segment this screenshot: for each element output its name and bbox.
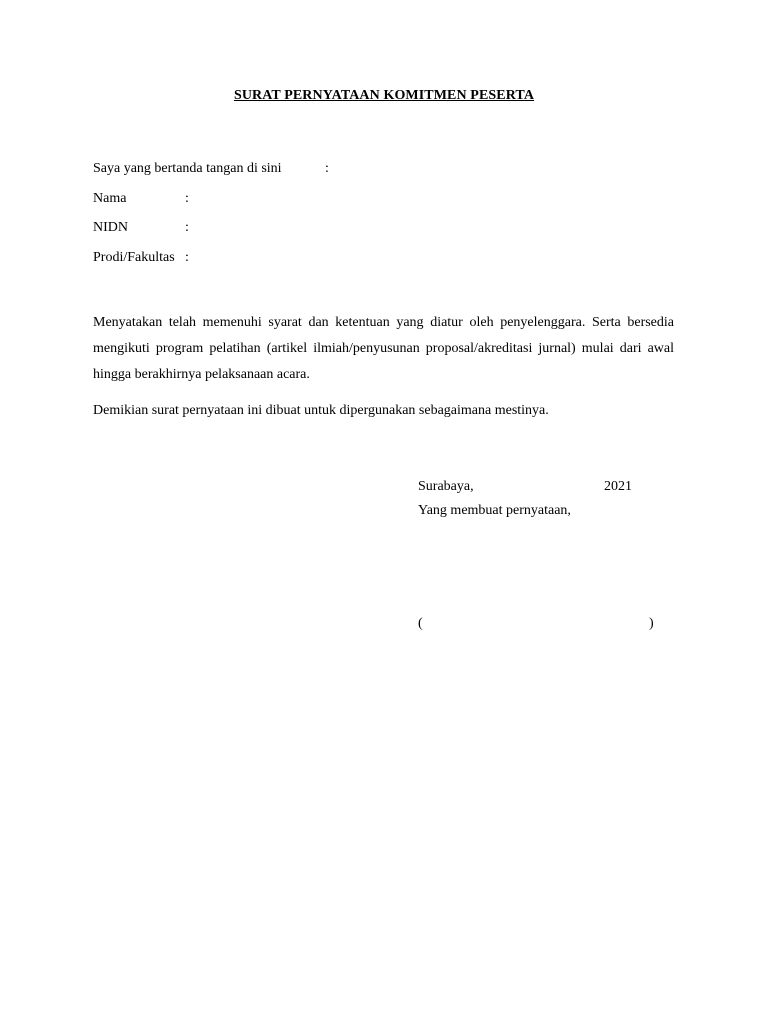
field-nama-label: Nama	[93, 191, 127, 206]
intro-label: Saya yang bertanda tangan di sini	[93, 161, 282, 176]
field-nama-colon: :	[185, 191, 189, 206]
signature-city: Surabaya,	[418, 479, 474, 494]
document-title: SURAT PERNYATAAN KOMITMEN PESERTA	[233, 88, 535, 103]
field-prodi-colon: :	[185, 250, 189, 265]
intro-colon: :	[325, 161, 329, 176]
signature-signer-label: Yang membuat pernyataan,	[418, 503, 571, 518]
signature-year: 2021	[604, 479, 632, 494]
field-prodi-label: Prodi/Fakultas	[93, 250, 175, 265]
statement-paragraph: Menyatakan telah memenuhi syarat dan ketentuan yang diatur oleh penyelenggara. Serta bersedia mengikuti program pelatihan (artikel ilmiah/penyusunan proposal/akreditasi jurnal) mulai dari awal hingga berakhirnya pelaksanaan acara.	[93, 315, 674, 382]
signature-close-paren: )	[649, 616, 654, 631]
signature-open-paren: (	[418, 616, 423, 631]
field-nidn-colon: :	[185, 220, 189, 235]
field-nidn-label: NIDN	[93, 220, 128, 235]
closing-paragraph: Demikian surat pernyataan ini dibuat untuk dipergunakan sebagaimana mestinya.	[93, 403, 549, 418]
